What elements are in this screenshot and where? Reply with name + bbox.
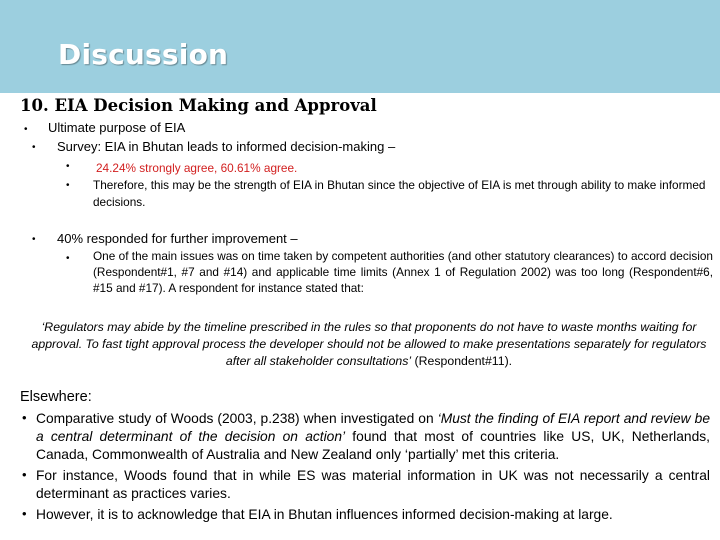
survey-agreement-stat: 24.24% strongly agree, 60.61% agree. [96,161,298,175]
woods-study-question: ‘Must the finding of EIA report and review be a central determinant of the decision on action’ [36,411,710,444]
survey-conclusion: Therefore, this may be the strength of EIA in Bhutan since the objective of EIA is met through ability to make informed decisions. [93,178,706,209]
elsewhere-woods-uk: For instance, Woods found that in while ES was material information in UK was not necessarily a central determinant as practices varies. [36,468,710,501]
bullet-marker: • [32,142,36,153]
elsewhere-bhutan-conclusion: However, it is to acknowledge that EIA in Bhutan influences informed decision-making at large. [36,507,613,522]
bullet-marker: • [24,124,28,135]
bullet-ultimate-purpose: Ultimate purpose of EIA [48,120,186,135]
bullet-marker: • [66,180,70,191]
bullet-survey: Survey: EIA in Bhutan leads to informed decision-making – [57,139,396,154]
section-heading: 10. EIA Decision Making and Approval [20,96,377,115]
slide-title: Discussion [58,38,229,71]
title-banner [0,0,720,93]
respondent-quote [26,319,712,370]
bullet-marker: • [22,410,27,425]
bullet-marker: • [22,506,27,521]
quote-source: (Respondent#11). [411,354,513,368]
woods-study-intro: Comparative study of Woods (2003, p.238) when investigated on [36,411,438,426]
bullet-marker: • [32,234,36,245]
bullet-marker: • [66,161,70,172]
bullet-improvement: 40% responded for further improvement – [57,231,298,246]
elsewhere-heading: Elsewhere: [20,389,92,405]
bullet-marker: • [66,253,70,264]
woods-study-finding: found that most of countries like US, UK, Netherlands, Canada, Commonwealth of Australia and New Zealand only ‘partially’ met this criteria. [36,429,710,462]
main-issues-text: One of the main issues was on time taken by competent authorities (and other statutory clearances) to accord decision (Respondent#1, #7 and #14) and applicable time limits (Annex 1 of Regulation 2002) was too long (Respondent#6, #15 and #17). A respondent for instance stated that: [93,249,713,295]
elsewhere-woods-study [36,410,710,464]
quote-text: ‘Regulators may abide by the timeline prescribed in the rules so that proponents do not have to waste months waiting for approval. To fast tight approval process the developer should not be allowed to make presentations separately for regulators after all stakeholder consultations’ [31,320,707,368]
bullet-marker: • [22,467,27,482]
